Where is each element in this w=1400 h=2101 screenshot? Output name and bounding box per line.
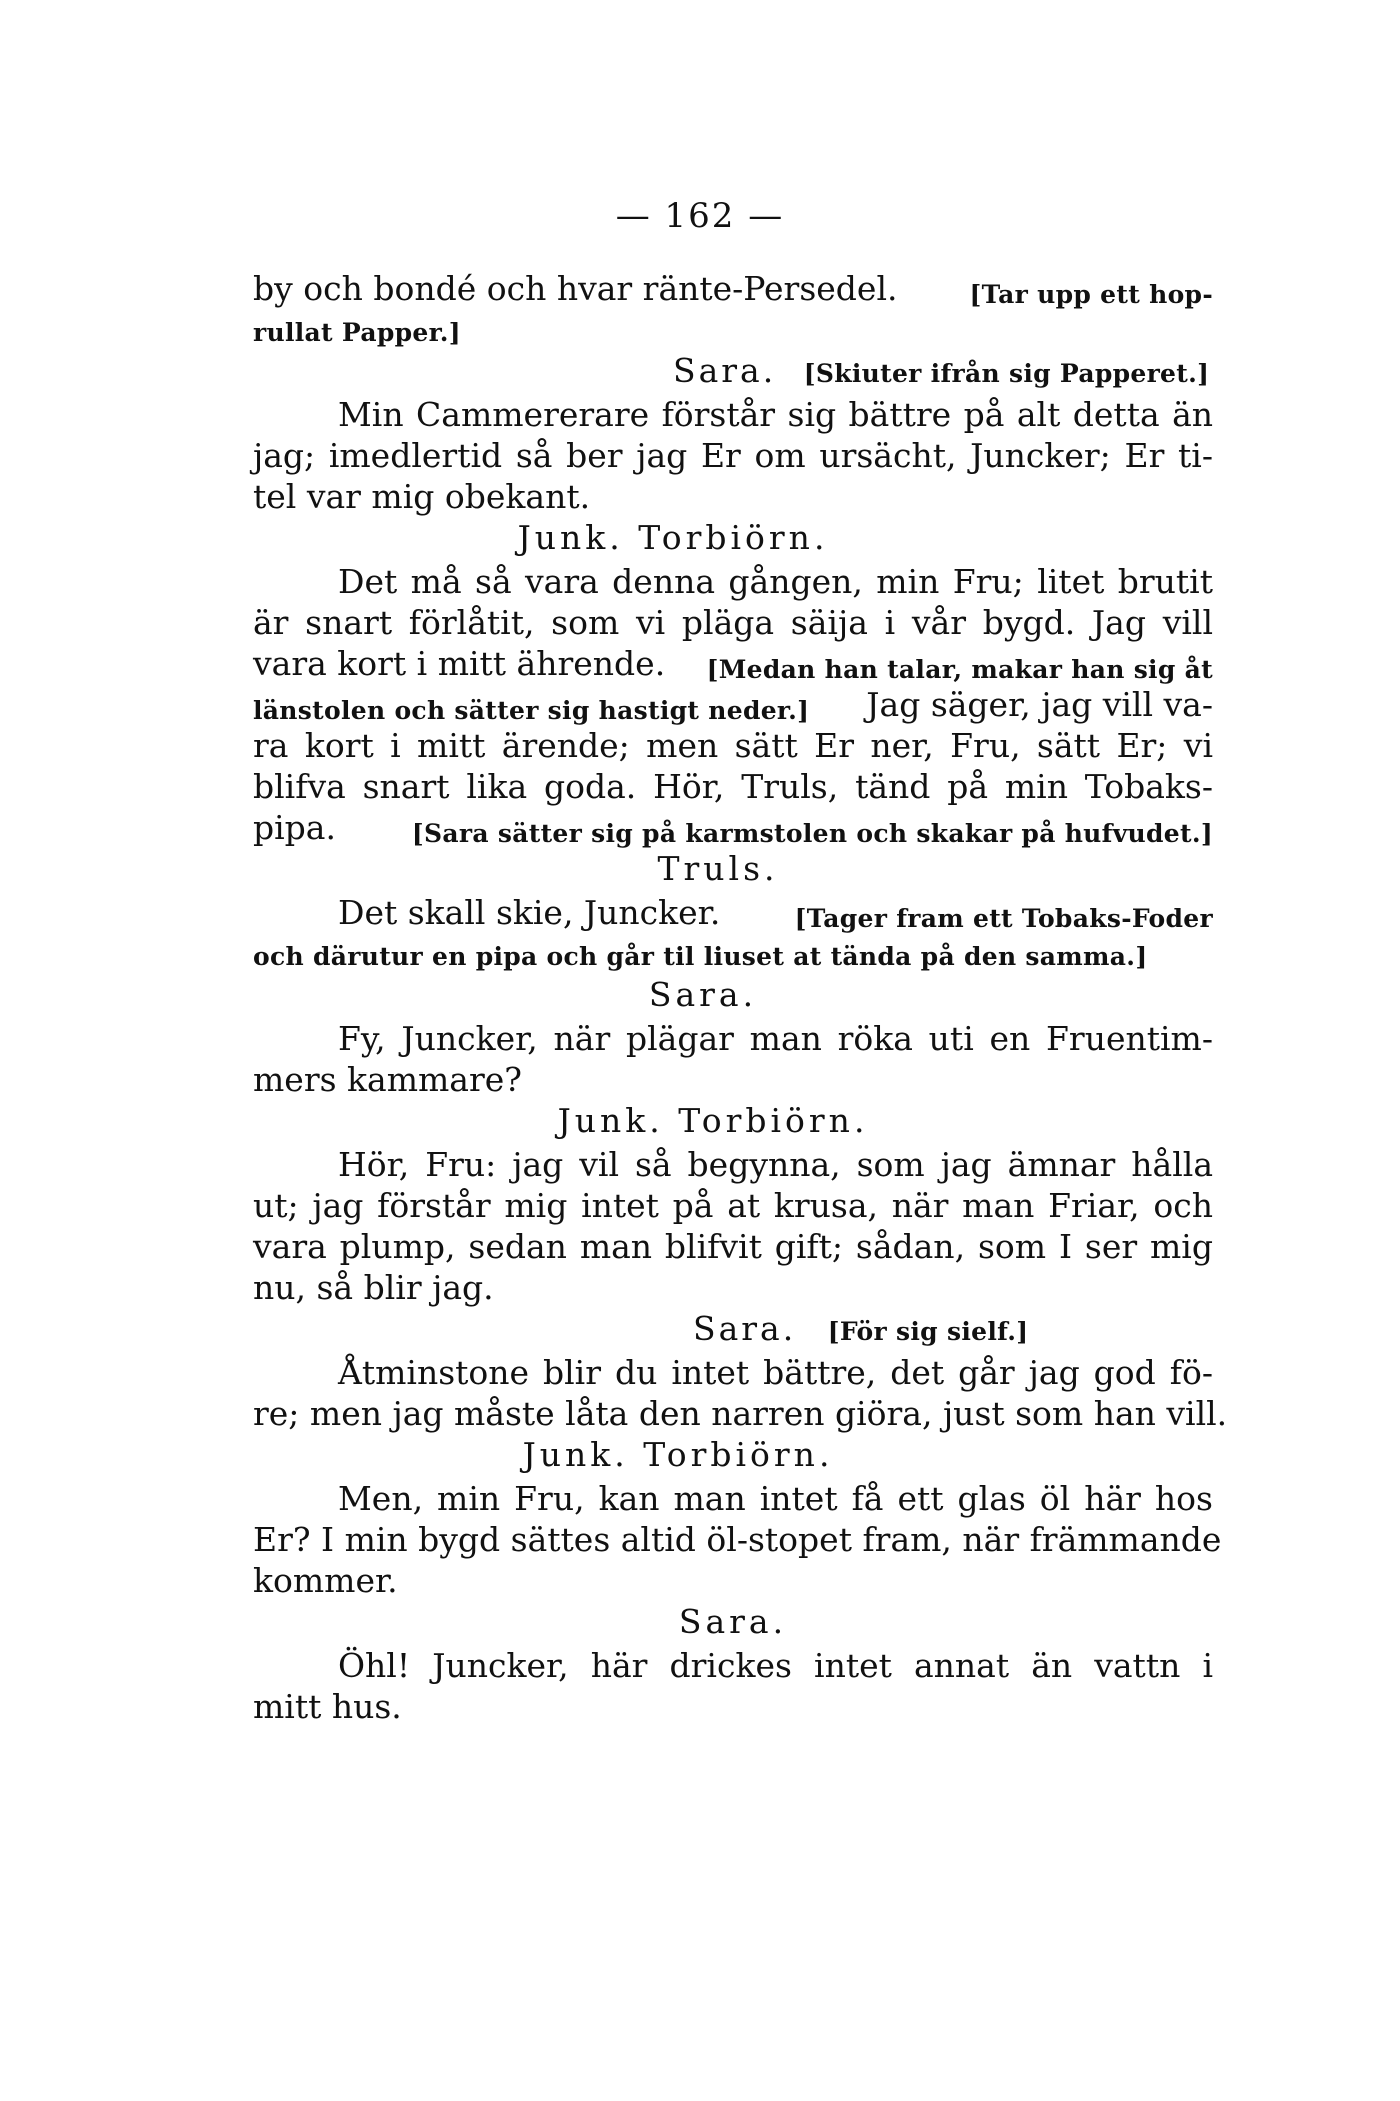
stage-direction: [Skiuter ifrån sig Papperet.]	[803, 359, 1210, 388]
text-line: Åtminstone blir du intet bättre, det går jag god fö-	[338, 1353, 1213, 1392]
text-line	[253, 268, 1213, 309]
text-line: mers kammare?	[253, 1060, 522, 1099]
dialogue-text: by och bondé och hvar ränte-Persedel.	[253, 269, 898, 308]
stage-direction: och därutur en pipa och går til liuset at tända på den samma.]	[253, 942, 1148, 971]
speaker-line	[253, 350, 1213, 394]
text-line: Min Cammererare förstår sig bättre på alt detta än	[338, 395, 1213, 434]
text-line: tel var mig obekant.	[253, 477, 591, 516]
speaker-name: Junk. Torbiörn.	[522, 1435, 834, 1474]
text-line: vara plump, sedan man blifvit gift; sådan, som I ser mig	[253, 1227, 1213, 1266]
dialogue-text: vara kort i mitt ährende.	[253, 644, 666, 683]
stage-direction: länstolen och sätter sig hastigt neder.]	[253, 696, 810, 725]
dialogue-text: Jag säger, jag vill va-	[866, 685, 1213, 724]
text-line: re; men jag måste låta den narren giöra, just som han vill.	[253, 1394, 1228, 1433]
stage-direction: [För sig sielf.]	[827, 1317, 1029, 1346]
dialogue-text: pipa.	[253, 808, 336, 847]
dialogue-text: Det skall skie, Juncker.	[338, 893, 721, 932]
text-line	[253, 309, 1213, 350]
text-line: blifva snart lika goda. Hör, Truls, tänd på min Tobaks-	[253, 767, 1213, 806]
text-line: Fy, Juncker, när plägar man röka uti en Fruentim-	[338, 1019, 1213, 1058]
text-line: ut; jag förstår mig intet på at krusa, när man Friar, och	[253, 1186, 1213, 1225]
speaker-line	[253, 1308, 1213, 1352]
text-line	[253, 807, 1213, 848]
text-line: mitt hus.	[253, 1687, 402, 1726]
stage-direction: [Tager fram ett Tobaks-Foder	[794, 904, 1213, 933]
text-line: Öhl! Juncker, här drickes intet annat än vattn i	[338, 1646, 1213, 1685]
text-line: Er? I min bygd sättes altid öl-stopet fram, när främmande	[253, 1520, 1222, 1559]
text-line: ra kort i mitt ärende; men sätt Er ner, Fru, sätt Er; vi	[253, 726, 1213, 765]
speaker-name: Truls.	[657, 849, 779, 888]
text-line	[253, 892, 1213, 933]
text-line	[253, 684, 1213, 725]
text-line	[253, 643, 1213, 684]
speaker-name: Sara.	[693, 1309, 797, 1348]
page-number: — 162 —	[615, 196, 785, 236]
page-text	[253, 268, 1228, 1727]
stage-direction: [Sara sätter sig på karmstolen och skakar på hufvudet.]	[411, 819, 1213, 848]
text-line	[253, 933, 1213, 974]
text-line: Det må så vara denna gången, min Fru; litet brutit	[338, 562, 1213, 601]
speaker-name: Sara.	[678, 1602, 788, 1641]
speaker-name: Sara.	[648, 975, 758, 1014]
text-line: Hör, Fru: jag vil så begynna, som jag ämnar hålla	[338, 1145, 1213, 1184]
speaker-name: Junk. Torbiörn.	[517, 518, 829, 557]
speaker-name: Sara.	[673, 351, 777, 390]
text-line: är snart förlåtit, som vi pläga säija i vår bygd. Jag vill	[253, 603, 1213, 642]
stage-direction: rullat Papper.]	[253, 318, 461, 347]
text-line: nu, så blir jag.	[253, 1268, 494, 1307]
text-line: kommer.	[253, 1561, 398, 1600]
text-line: jag; imedlertid så ber jag Er om ursächt, Juncker; Er ti-	[253, 436, 1213, 475]
speaker-name: Junk. Torbiörn.	[557, 1101, 869, 1140]
stage-direction: [Medan han talar, makar han sig åt	[706, 655, 1213, 684]
stage-direction: [Tar upp ett hop-	[969, 280, 1213, 309]
text-line: Men, min Fru, kan man intet få ett glas öl här hos	[338, 1479, 1213, 1518]
